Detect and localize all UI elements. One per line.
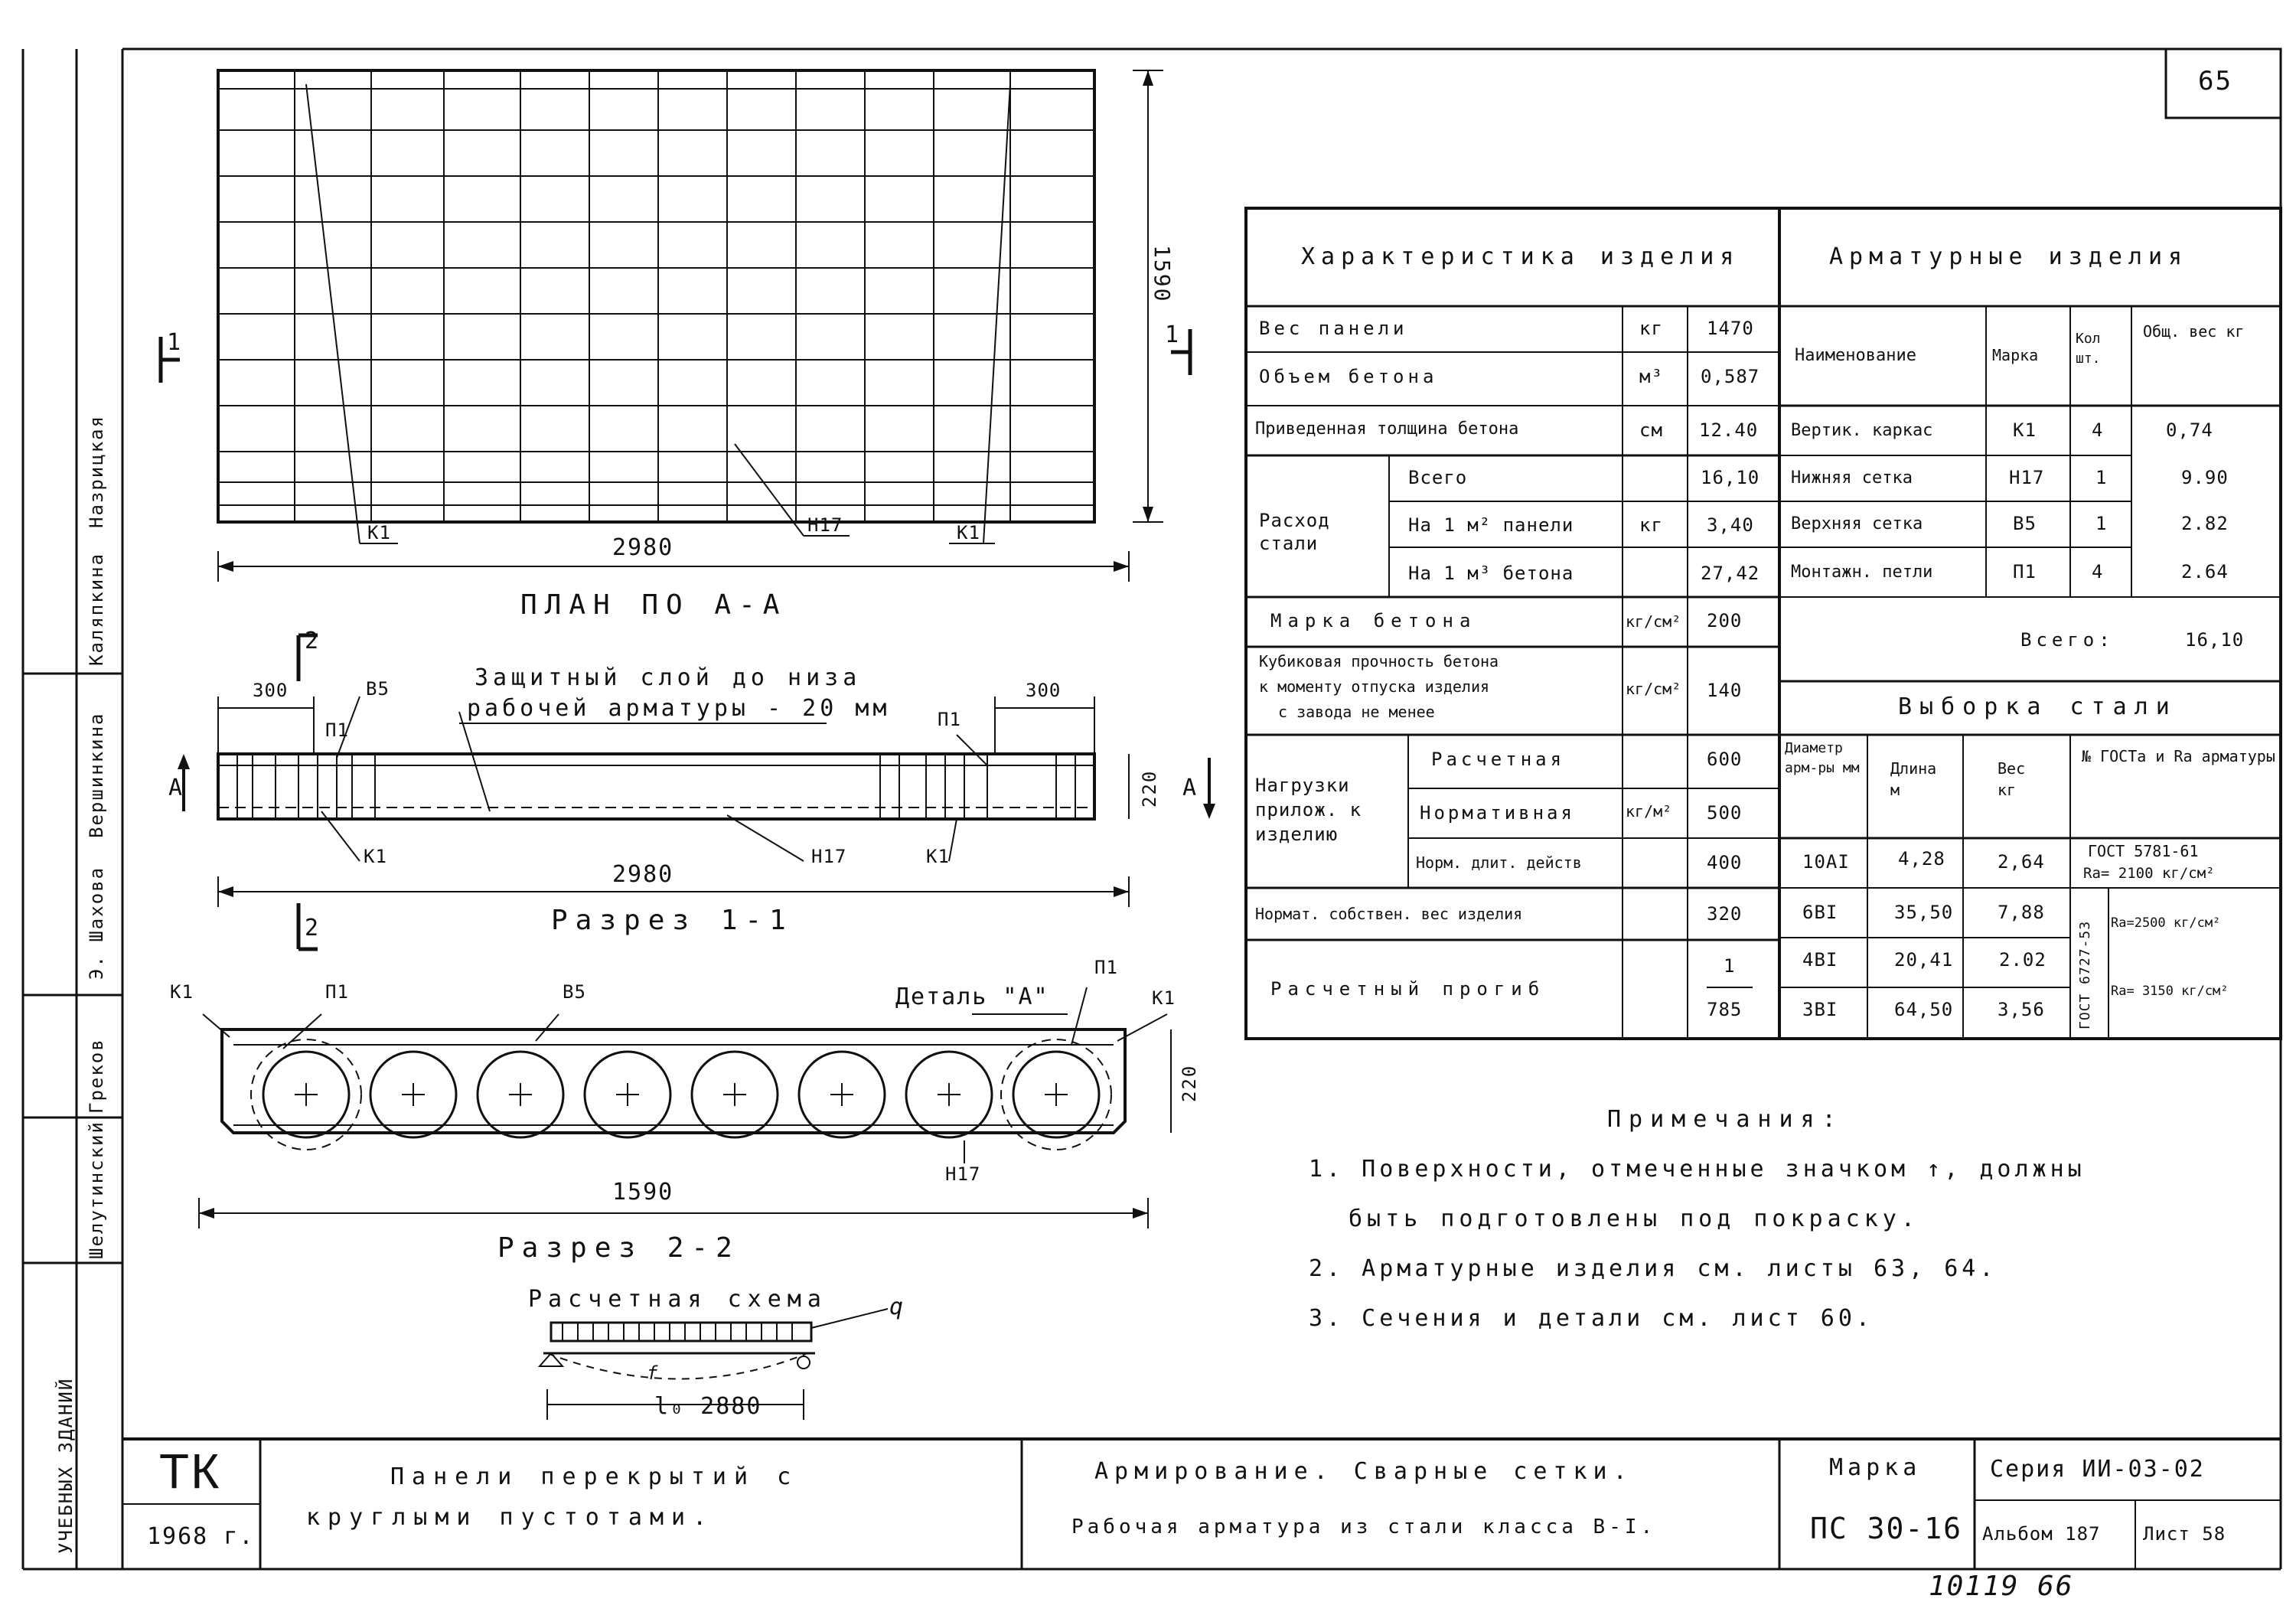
char-load-norm-value: 500 (1707, 802, 1743, 824)
section11-label-k1-left: К1 (364, 846, 387, 867)
steel-ra1: Ra= 2100 кг/см² (2083, 865, 2215, 882)
plan-label-k1-right: К1 (957, 522, 980, 543)
scheme-span: l₀ 2880 (654, 1393, 762, 1420)
char-row-volume-unit: м³ (1639, 366, 1663, 387)
side-name-5: Греков (86, 1038, 107, 1114)
char-steel-group: Расход стали (1259, 510, 1330, 554)
section11-label-p1-left: П1 (325, 719, 349, 741)
reinf-row4-name: Монтажн. петли (1791, 563, 1933, 582)
reinf-row2-weight: 9.90 (2181, 467, 2229, 488)
plan-width-dim: 2980 (612, 534, 674, 561)
section22-detail: Деталь "А" (895, 984, 1049, 1010)
side-name-1: Назрицкая (86, 414, 107, 528)
plan-label-k1-left: К1 (367, 522, 391, 543)
char-load-long-name: Норм. длит. действ (1416, 853, 1582, 872)
section22-label-b5: В5 (563, 981, 586, 1003)
char-grade-unit: кг/см² (1626, 612, 1681, 631)
char-load-calc-value: 600 (1707, 749, 1743, 770)
section11-arrow-right: А (1182, 775, 1199, 801)
char-row-thick-value: 12.40 (1699, 419, 1759, 441)
plan-height-dim: 1590 (1150, 245, 1175, 303)
section22-title: Разрез 2-2 (497, 1232, 740, 1264)
section11-dim-right: 300 (1026, 680, 1062, 701)
reinf-row4-weight: 2.64 (2181, 561, 2229, 582)
section11-title: Разрез 1-1 (551, 905, 794, 936)
steel-row2-wt: 7,88 (1998, 902, 2045, 923)
char-deflection-den: 785 (1707, 999, 1743, 1020)
reinf-col-name: Наименование (1795, 346, 1916, 365)
notes-item-1b: быть подготовлены под покраску. (1349, 1206, 1919, 1232)
reinf-row3-mark: В5 (2013, 513, 2037, 534)
steel-ra2: Ra=2500 кг/см² (2111, 915, 2221, 931)
plan-label-h17: Н17 (807, 514, 843, 536)
steel-row1-len: 4,28 (1898, 848, 1945, 870)
reinf-row2-name: Нижняя сетка (1791, 468, 1913, 488)
char-steel-m2-name: На 1 м² панели (1408, 514, 1574, 536)
steel-row2-len: 35,50 (1894, 902, 1954, 923)
title-org: ТК (159, 1444, 221, 1499)
plan-cut-left: 1 (167, 329, 183, 356)
char-self-weight-name: Нормат. собствен. вес изделия (1255, 905, 1523, 923)
side-name-2: Каляпкина (86, 552, 107, 666)
steel-row3-len: 20,41 (1894, 949, 1954, 971)
reinf-row3-weight: 2.82 (2181, 513, 2229, 534)
section22-height-dim: 220 (1179, 1064, 1200, 1102)
section11-note-2: рабочей арматуры - 20 мм (467, 695, 891, 722)
steel-row3-dia: 4ВI (1802, 949, 1838, 971)
char-self-weight-value: 320 (1707, 903, 1743, 925)
char-cube-line1: Кубиковая прочность бетона (1259, 652, 1499, 670)
reinf-row3-name: Верхняя сетка (1791, 514, 1923, 533)
reinf-row2-qty: 1 (2095, 467, 2108, 488)
reinf-col-qty: Кол шт. (2076, 331, 2101, 367)
char-deflection-name: Расчетный прогиб (1270, 978, 1546, 1000)
title-sheet: Лист 58 (2143, 1523, 2226, 1545)
section22-label-h17: Н17 (945, 1163, 981, 1185)
title-series: Серия ИИ-03-02 (1990, 1456, 2205, 1483)
steel-ra3: Ra= 3150 кг/см² (2111, 984, 2229, 999)
char-steel-m3-name: На 1 м³ бетона (1408, 563, 1574, 584)
char-steel-total-value: 16,10 (1701, 467, 1760, 488)
steel-col-wt: Вес кг (1998, 759, 2026, 799)
char-row-weight-unit: кг (1639, 318, 1663, 339)
steel-row2-dia: 6ВI (1802, 902, 1838, 923)
side-name-6: Шелутинский (86, 1121, 107, 1259)
reinf-header: Арматурные изделия (1829, 243, 2189, 270)
steel-row4-dia: 3ВI (1802, 999, 1838, 1020)
char-load-calc-name: Расчетная (1431, 749, 1566, 770)
page-number: 65 (2198, 66, 2232, 96)
title-album: Альбом 187 (1982, 1523, 2101, 1545)
char-steel-m2-value: 3,40 (1707, 514, 1754, 536)
reinf-row1-mark: К1 (2013, 419, 2037, 441)
char-load-unit: кг/м² (1626, 802, 1672, 821)
title-mark-label: Марка (1829, 1454, 1922, 1481)
reinf-row3-qty: 1 (2095, 513, 2108, 534)
char-row-thick-unit: см (1639, 419, 1663, 441)
char-row-volume-value: 0,587 (1701, 366, 1760, 387)
reinf-col-mark: Марка (1992, 346, 2039, 364)
reinf-row2-mark: Н17 (2009, 467, 2045, 488)
title-desc-1: Армирование. Сварные сетки. (1094, 1458, 1633, 1485)
char-deflection-num: 1 (1724, 955, 1736, 977)
steel-gost2: ГОСТ 6727-53 (2077, 920, 2093, 1029)
steel-row1-dia: 10АI (1802, 851, 1850, 873)
char-header: Характеристика изделия (1301, 243, 1740, 270)
section11-label-b5: В5 (366, 678, 390, 700)
plan-cut-right: 1 (1165, 321, 1181, 348)
section11-note-1: Защитный слой до низа (475, 664, 862, 691)
section22-label-p1-left: П1 (325, 981, 349, 1003)
char-row-thick-name: Приведенная толщина бетона (1255, 419, 1519, 439)
section11-label-h17: Н17 (811, 846, 847, 867)
section11-height-dim: 220 (1139, 769, 1160, 808)
char-cube-unit: кг/см² (1626, 680, 1681, 698)
side-org: УЧЕБНЫХ ЗДАНИЙ (55, 1377, 77, 1554)
notes-item-1: 1. Поверхности, отмеченные значком ↑, должны (1309, 1156, 2086, 1183)
reinf-row1-qty: 4 (2092, 419, 2104, 441)
section11-length-dim: 2980 (612, 861, 674, 888)
char-grade-name: Марка бетона (1270, 610, 1477, 631)
steel-col-dia: Диаметр арм-ры мм (1785, 740, 1860, 776)
reinf-total-label: Всего: (2020, 629, 2115, 651)
notes-item-2: 2. Арматурные изделия см. листы 63, 64. (1309, 1255, 1998, 1282)
section11-cut-top: 2 (305, 628, 321, 654)
char-grade-value: 200 (1707, 610, 1743, 631)
reinf-row1-name: Вертик. каркас (1791, 421, 1933, 440)
section11-arrow-left: А (168, 775, 184, 801)
char-steel-m3-value: 27,42 (1701, 563, 1760, 584)
scheme-title: Расчетная схема (528, 1286, 827, 1313)
char-load-norm-name: Нормативная (1420, 802, 1575, 824)
scheme-f: f (647, 1362, 659, 1384)
title-mark-value: ПС 30-16 (1810, 1512, 1963, 1545)
steel-header: Выборка стали (1898, 693, 2177, 720)
section22-label-k1-left: К1 (170, 981, 194, 1003)
char-steel-total-name: Всего (1408, 467, 1468, 488)
steel-col-len: Длина м (1890, 759, 1937, 799)
section11-dim-left: 300 (253, 680, 289, 701)
side-name-3: Вершинкина (86, 712, 107, 838)
reinf-row4-qty: 4 (2092, 561, 2104, 582)
title-name-2: круглыми пустотами. (306, 1504, 715, 1531)
char-loads-group: Нагрузки прилож. к изделию (1255, 775, 1362, 845)
section22-width-dim: 1590 (612, 1179, 674, 1206)
side-name-4: Э. Шахова (86, 866, 107, 980)
steel-row4-wt: 3,56 (1998, 999, 2045, 1020)
steel-row4-len: 64,50 (1894, 999, 1954, 1020)
plan-title: ПЛАН ПО А-А (520, 589, 788, 621)
section22-label-k1-right: К1 (1152, 987, 1176, 1009)
title-name-1: Панели перекрытий с (390, 1463, 799, 1490)
scheme-q: q (889, 1294, 905, 1320)
char-load-long-value: 400 (1707, 852, 1743, 873)
char-row-volume-name: Объем бетона (1259, 366, 1438, 387)
section11-label-k1-right: К1 (926, 846, 950, 867)
char-cube-line2: к моменту отпуска изделия (1259, 677, 1490, 696)
char-row-weight-value: 1470 (1707, 318, 1754, 339)
reinf-row1-weight: 0,74 (2166, 419, 2213, 441)
title-year: 1968 г. (147, 1523, 255, 1550)
reinf-total-value: 16,10 (2185, 629, 2245, 651)
char-cube-line3: с завода не менее (1278, 703, 1435, 721)
section11-cut-bottom: 2 (305, 915, 321, 941)
reinf-row4-mark: П1 (2013, 561, 2037, 582)
steel-row3-wt: 2.02 (1999, 949, 2047, 971)
steel-gost1: ГОСТ 5781-61 (2088, 842, 2199, 860)
steel-row1-wt: 2,64 (1998, 851, 2045, 873)
title-desc-2: Рабочая арматура из стали класса В-I. (1071, 1516, 1657, 1538)
char-row-weight-name: Вес панели (1259, 318, 1408, 339)
char-cube-value: 140 (1707, 680, 1743, 701)
stamp-number: 10119 66 (1929, 1571, 2074, 1602)
notes-item-3: 3. Сечения и детали см. лист 60. (1309, 1305, 1874, 1332)
reinf-col-weight: Общ. вес кг (2143, 322, 2245, 341)
notes-title: Примечания: (1607, 1106, 1844, 1133)
section11-label-p1-right: П1 (938, 709, 961, 730)
section22-label-p1-right: П1 (1094, 957, 1118, 978)
steel-col-gost: № ГОСТа и Ra арматуры (2082, 747, 2275, 765)
char-steel-unit: кг (1639, 514, 1663, 536)
